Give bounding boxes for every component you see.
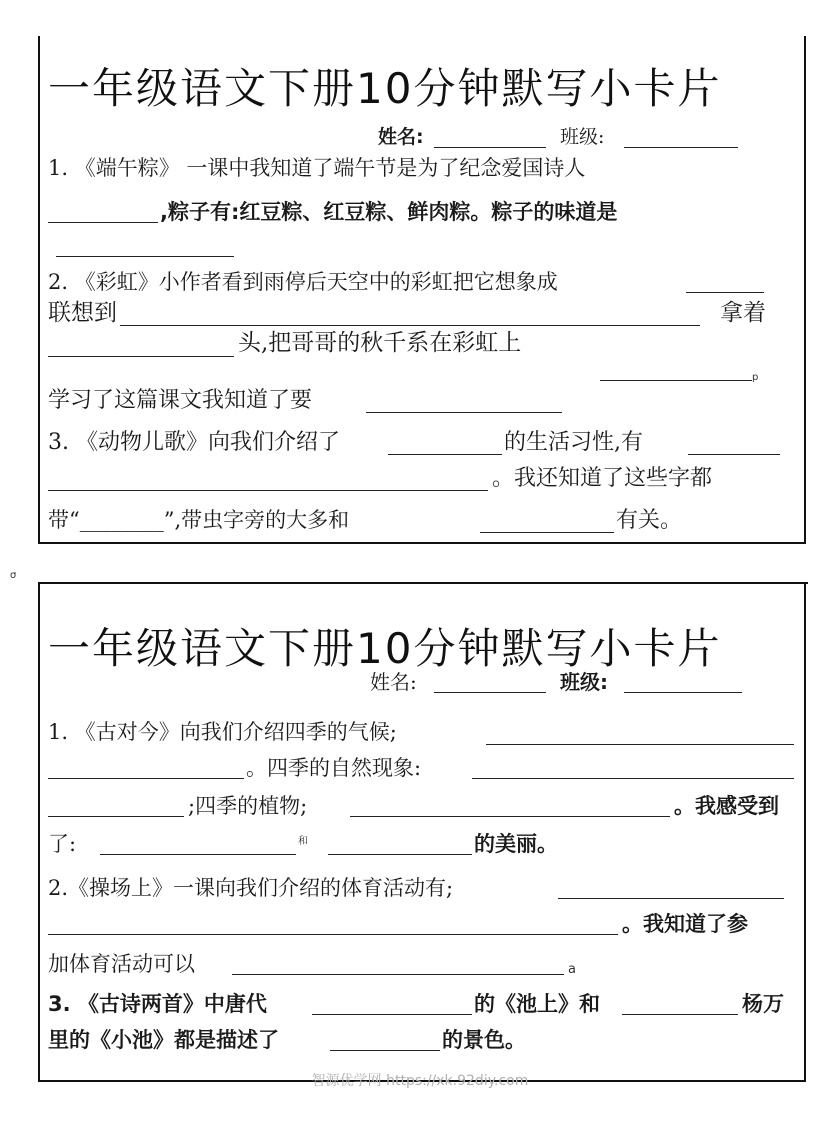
q1-blank-climate[interactable] xyxy=(486,744,794,745)
card-top-border xyxy=(38,582,808,584)
q2-line-2-end: 拿着 xyxy=(720,300,766,326)
q1-blank-feel-1[interactable] xyxy=(100,854,296,855)
stray-mark: p xyxy=(752,372,759,383)
card-right-border xyxy=(804,582,806,1082)
q3-blank-related[interactable] xyxy=(480,532,614,533)
q3-blank-scenery[interactable] xyxy=(330,1050,440,1051)
q2-line-1: 2.《操场上》一课向我们介绍的体育活动有; xyxy=(48,876,454,900)
card-left-border xyxy=(38,582,40,1082)
q3-blank-tang-poet[interactable] xyxy=(312,1014,472,1015)
dictation-card-1 xyxy=(38,36,806,544)
q2-blank-extra[interactable] xyxy=(600,380,752,381)
q3-blank-examples[interactable] xyxy=(688,454,780,455)
q3-line-1-start: 3. 《动物儿歌》向我们介绍了 xyxy=(48,430,340,455)
name-label: 姓名: xyxy=(370,670,417,694)
q3-line-3-end: 有关。 xyxy=(616,508,683,533)
watermark: 智源优学网 https://xk.92diy.com xyxy=(311,1073,529,1089)
q2-blank-benefit[interactable] xyxy=(232,974,564,975)
q1-line-3-start: ;四季的植物; xyxy=(188,794,308,818)
card-bottom-border xyxy=(38,542,806,544)
q1-line-2: 。四季的自然现象: xyxy=(246,756,422,780)
q3-blank-dynasty[interactable] xyxy=(622,1014,738,1015)
q1-line-3-end: 。我感受到 xyxy=(674,794,779,818)
q2-line-4: 学习了这篇课文我知道了要 xyxy=(48,388,313,413)
separator-mark: σ xyxy=(10,570,17,581)
name-blank[interactable] xyxy=(434,147,546,148)
q1-blank-phenomena[interactable] xyxy=(472,778,794,779)
q2-blank-activities-cont[interactable] xyxy=(48,934,618,935)
q3-line-2: 。我还知道了这些字都 xyxy=(492,466,713,491)
q2-blank-hold[interactable] xyxy=(48,356,234,357)
q3-blank-continued[interactable] xyxy=(48,490,488,491)
q1-blank-plants[interactable] xyxy=(350,816,670,817)
class-label: 班级: xyxy=(560,126,605,148)
q1-line-4-end: 的美丽。 xyxy=(474,832,558,856)
q1-blank-climate-cont[interactable] xyxy=(48,778,244,779)
and-mark: 和 xyxy=(298,836,308,847)
q2-blank-activities[interactable] xyxy=(558,898,784,899)
q3-blank-animals[interactable] xyxy=(388,454,502,455)
q1-line-2: ,粽子有:红豆粽、红豆粽、鲜肉粽。粽子的味道是 xyxy=(160,200,618,224)
q2-line-2-start: 联想到 xyxy=(48,300,117,326)
q1-line-1: 1. 《端午粽》 一课中我知道了端午节是为了纪念爱国诗人 xyxy=(48,156,586,180)
stray-mark: a xyxy=(568,962,576,977)
q3-line-2-end: 的景色。 xyxy=(442,1028,526,1052)
q3-line-1-end: 的生活习性,有 xyxy=(504,430,643,455)
q3-line-2-start: 里的《小池》都是描述了 xyxy=(48,1028,279,1052)
q2-blank-learn[interactable] xyxy=(366,412,562,413)
q3-line-1-end: 杨万 xyxy=(742,992,784,1016)
q2-line-2: 。我知道了参 xyxy=(622,912,748,936)
card-right-border xyxy=(804,36,806,544)
q1-blank-taste[interactable] xyxy=(56,256,234,257)
q2-line-3: 加体育活动可以 xyxy=(48,952,195,976)
q1-blank-feel-2[interactable] xyxy=(328,854,472,855)
class-blank[interactable] xyxy=(624,692,742,693)
class-label: 班级: xyxy=(560,670,608,694)
q2-line-1: 2. 《彩虹》小作者看到雨停后天空中的彩虹把它想象成 xyxy=(48,270,558,294)
q3-line-1-start: 3. 《古诗两首》中唐代 xyxy=(48,992,267,1016)
q1-line-4-start: 了: xyxy=(48,832,77,856)
name-label: 姓名: xyxy=(378,126,424,148)
q2-blank-associate[interactable] xyxy=(120,325,700,326)
q2-blank-imagine[interactable] xyxy=(686,292,764,293)
q3-line-3-start: 带“________”,带虫字旁的大多和 xyxy=(48,508,350,532)
q2-line-3: 头,把哥哥的秋千系在彩虹上 xyxy=(238,330,522,356)
q1-line-1: 1. 《古对今》向我们介绍四季的气候; xyxy=(48,720,397,744)
card-title: 一年级语文下册10分钟默写小卡片 xyxy=(48,64,722,113)
card-left-border xyxy=(38,36,40,544)
q1-blank-poet[interactable] xyxy=(48,222,158,223)
name-blank[interactable] xyxy=(434,692,546,693)
q1-blank-phenomena-cont[interactable] xyxy=(48,816,184,817)
class-blank[interactable] xyxy=(624,147,738,148)
dictation-card-2 xyxy=(38,582,806,1082)
card-title: 一年级语文下册10分钟默写小卡片 xyxy=(48,624,722,673)
q3-line-1-mid: 的《池上》和 xyxy=(474,992,600,1016)
